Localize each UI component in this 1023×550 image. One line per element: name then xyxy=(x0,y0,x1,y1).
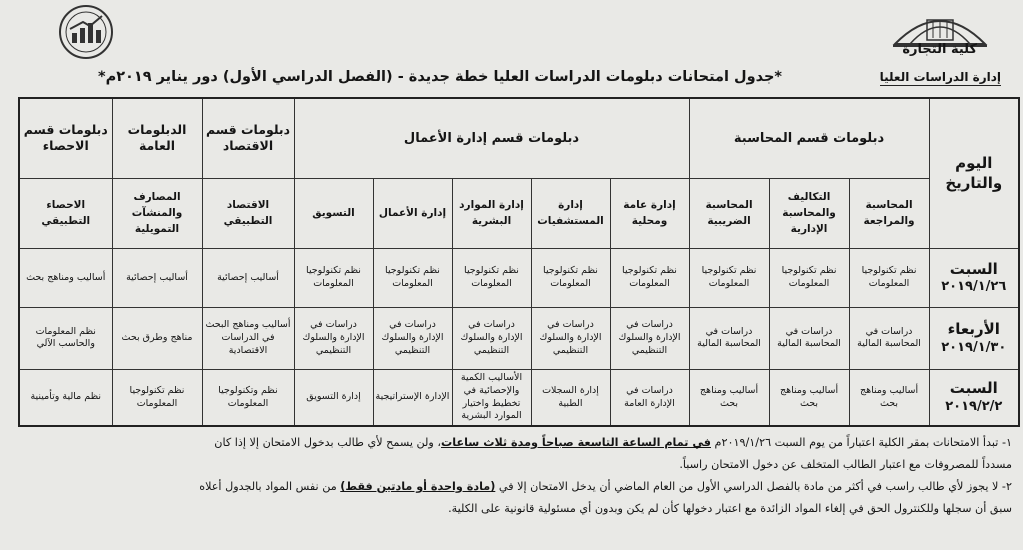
day-cell xyxy=(929,249,1019,307)
exam-cell: دراسات في الإدارة والسلوك التنظيمي xyxy=(531,307,610,369)
exam-cell: الأساليب الكمية والإحصائية في تخطيط واختيار الموارد البشرية xyxy=(452,370,531,426)
exam-cell: نظم المعلومات والحاسب الآلي xyxy=(19,307,112,369)
subject-header: المصارف والمنشآت التمويلية xyxy=(112,178,202,248)
exam-cell: نظم تكنولوجيا المعلومات xyxy=(531,249,610,307)
exam-cell: إدارة التسويق xyxy=(294,370,373,426)
subject-header: المحاسبة والمراجعة xyxy=(849,178,929,248)
subject-header: المحاسبة الضريبية xyxy=(689,178,769,248)
exam-cell: دراسات في المحاسبة المالية xyxy=(849,307,929,369)
table-row xyxy=(19,249,1019,307)
exam-cell: أساليب ومناهج بحث xyxy=(769,370,849,426)
faculty-name: كلية التجارة xyxy=(902,42,977,57)
exam-cell: دراسات في الإدارة والسلوك التنظيمي xyxy=(610,307,689,369)
department-name: إدارة الدراسات العليا xyxy=(879,70,1001,84)
exam-date: ٢٠١٩/١/٢٦ xyxy=(941,279,1007,295)
exam-cell: نظم تكنولوجيا المعلومات xyxy=(849,249,929,307)
exam-cell: دراسات في الإدارة والسلوك التنظيمي xyxy=(294,307,373,369)
exam-cell: مناهج وطرق بحث xyxy=(112,307,202,369)
emblem-logo xyxy=(38,3,134,61)
note-1-end: ، ولن يسمح لأي طالب بدخول الامتحان إلا إذا كان xyxy=(214,436,442,449)
exam-date: ٢٠١٩/١/٣٠ xyxy=(941,339,1007,355)
note-2-end: من نفس المواد بالجدول أعلاه xyxy=(199,480,341,493)
group-statistics: دبلومات قسم الاحصاء xyxy=(19,98,112,178)
day-cell xyxy=(929,307,1019,369)
day-name: الأربعاء xyxy=(947,320,1000,339)
exam-cell: نظم تكنولوجيا المعلومات xyxy=(112,370,202,426)
note-1-time: في تمام الساعة التاسعة صباحاً ومدة ثلاث ساعات xyxy=(441,436,711,449)
exam-cell: نظم تكنولوجيا المعلومات xyxy=(769,249,849,307)
exam-cell: دراسات في المحاسبة المالية xyxy=(689,307,769,369)
exam-cell: الإدارة الإستراتيجية xyxy=(373,370,452,426)
exam-cell: نظم تكنولوجيا المعلومات xyxy=(610,249,689,307)
note-2-limit: (مادة واحدة أو مادتين فقط) xyxy=(340,480,496,493)
exam-cell: أساليب ومناهج البحث في الدراسات الاقتصادية xyxy=(202,307,294,369)
exam-schedule-table xyxy=(18,97,1020,427)
table-row xyxy=(19,370,1019,426)
exam-cell: أساليب ومناهج بحث xyxy=(849,370,929,426)
header-row-subjects xyxy=(19,178,1019,248)
note-1-start: ١- تبدأ الامتحانات بمقر الكلية اعتباراً من يوم السبت ٢٠١٩/١/٢٦م xyxy=(711,436,1012,449)
subject-header: التكاليف والمحاسبة الإدارية xyxy=(769,178,849,248)
exam-cell: دراسات في الإدارة والسلوك التنظيمي xyxy=(452,307,531,369)
group-business-admin: دبلومات قسم إدارة الأعمال xyxy=(294,98,689,178)
header-row-groups xyxy=(19,98,1019,178)
subject-header: إدارة عامة ومحلية xyxy=(610,178,689,248)
note-2-start: ٢- لا يجوز لأي طالب راسب في أكثر من مادة بالفصل الدراسي الأول من العام الماضي أن يدخل الامتحان إلا في xyxy=(495,480,1012,493)
group-economics: دبلومات قسم الاقتصاد xyxy=(202,98,294,178)
subject-header: إدارة الموارد البشرية xyxy=(452,178,531,248)
note-1-continued: مسدداً للمصروفات مع اعتبار الطالب المتخلف عن دخول الامتحان راسباً. xyxy=(679,458,1012,471)
page-title: *جدول امتحانات دبلومات الدراسات العليا خطة جديدة - (الفصل الدراسي الأول) دور يناير ٢٠١٩م* xyxy=(97,69,783,85)
day-cell xyxy=(929,370,1019,426)
exam-cell: أساليب إحصائية xyxy=(202,249,294,307)
exam-cell: إدارة السجلات الطبية xyxy=(531,370,610,426)
subject-header: الاقتصاد التطبيقي xyxy=(202,178,294,248)
exam-date: ٢٠١٩/٢/٢ xyxy=(945,398,1003,414)
day-name: السبت xyxy=(949,379,998,398)
group-accounting: دبلومات قسم المحاسبة xyxy=(689,98,929,178)
day-name: السبت xyxy=(949,259,998,278)
exam-cell: دراسات في المحاسبة المالية xyxy=(769,307,849,369)
exam-cell: أساليب ومناهج بحث xyxy=(19,249,112,307)
notes-section xyxy=(22,432,1012,520)
exam-cell: نظم تكنولوجيا المعلومات xyxy=(689,249,769,307)
note-2 xyxy=(22,476,1012,498)
subject-header: إدارة الأعمال xyxy=(373,178,452,248)
day-date-header: اليوم والتاريخ xyxy=(929,98,1019,249)
exam-cell: دراسات في الإدارة والسلوك التنظيمي xyxy=(373,307,452,369)
exam-cell: نظم تكنولوجيا المعلومات xyxy=(373,249,452,307)
subject-header: التسويق xyxy=(294,178,373,248)
subject-header: إدارة المستشفيات xyxy=(531,178,610,248)
note-1 xyxy=(22,432,1012,454)
group-general: الدبلومات العامة xyxy=(112,98,202,178)
exam-cell: نظم وتكنولوجيا المعلومات xyxy=(202,370,294,426)
exam-cell: أساليب ومناهج بحث xyxy=(689,370,769,426)
note-2-continued: سبق أن سجلها وللكنترول الحق في إلغاء المواد الزائدة مع اعتبار دخولها كأن لم يكن وبدون أي مسئولية قانونية على الكلية. xyxy=(448,502,1012,515)
exam-cell: نظم مالية وتأمينية xyxy=(19,370,112,426)
exam-cell: دراسات في الإدارة العامة xyxy=(610,370,689,426)
table-row xyxy=(19,307,1019,369)
subject-header: الاحصاء التطبيقي xyxy=(19,178,112,248)
exam-cell: نظم تكنولوجيا المعلومات xyxy=(452,249,531,307)
exam-cell: نظم تكنولوجيا المعلومات xyxy=(294,249,373,307)
exam-cell: أساليب إحصائية xyxy=(112,249,202,307)
